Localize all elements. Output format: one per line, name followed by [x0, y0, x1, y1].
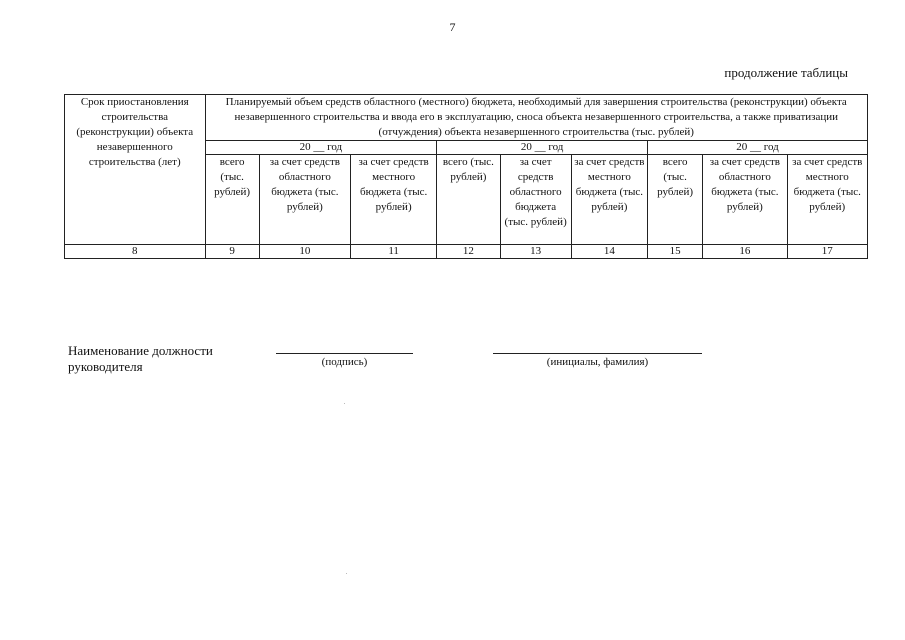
year-header-2: 20 __ год: [437, 141, 648, 155]
header-regional: за счет средств областного бюджета (тыс. рублей): [259, 155, 350, 245]
header-total: всего (тыс. рублей): [437, 155, 500, 245]
column-number: 13: [500, 245, 571, 259]
continuation-label: продолжение таблицы: [724, 65, 848, 80]
budget-table: [64, 94, 868, 259]
term-header: Срок приостановления строительства (реконструкции) объекта незавершенного строительства (лет): [65, 95, 206, 245]
position-label: Наименование должности руководителя: [68, 343, 213, 374]
header-regional: за счет средств областного бюджета (тыс. рублей): [500, 155, 571, 245]
header-local: за счет средств местного бюджета (тыс. рублей): [787, 155, 867, 245]
signature-line: [276, 353, 413, 354]
page-number: 7: [449, 20, 456, 34]
header-local: за счет средств местного бюджета (тыс. рублей): [571, 155, 647, 245]
column-number: 16: [703, 245, 787, 259]
header-total: всего (тыс. рублей): [205, 155, 259, 245]
column-number: 11: [351, 245, 437, 259]
header-regional: за счет средств областного бюджета (тыс. рублей): [703, 155, 787, 245]
column-number: 10: [259, 245, 350, 259]
name-caption: (инициалы, фамилия): [546, 356, 649, 368]
column-number: 14: [571, 245, 647, 259]
year-header-1: 20 __ год: [205, 141, 437, 155]
column-number: 15: [648, 245, 703, 259]
column-number: 9: [205, 245, 259, 259]
scan-speck: [344, 403, 345, 404]
scan-speck: [346, 573, 347, 574]
column-number: 17: [787, 245, 867, 259]
column-number: 12: [437, 245, 500, 259]
signature-caption: (подпись): [321, 356, 368, 368]
header-total: всего (тыс. рублей): [648, 155, 703, 245]
column-number: 8: [65, 245, 206, 259]
year-header-3: 20 __ год: [648, 141, 868, 155]
name-line: [493, 353, 702, 354]
header-local: за счет средств местного бюджета (тыс. рублей): [351, 155, 437, 245]
plan-header: Планируемый объем средств областного (местного) бюджета, необходимый для завершения строительства (реконструкции) объекта незавершенного строительства и ввода его в эксплуатацию, сноса объекта незавершенного строительства, а также приватизации (отчуждения) объекта незавершенного строительства (тыс. рублей): [205, 95, 868, 141]
